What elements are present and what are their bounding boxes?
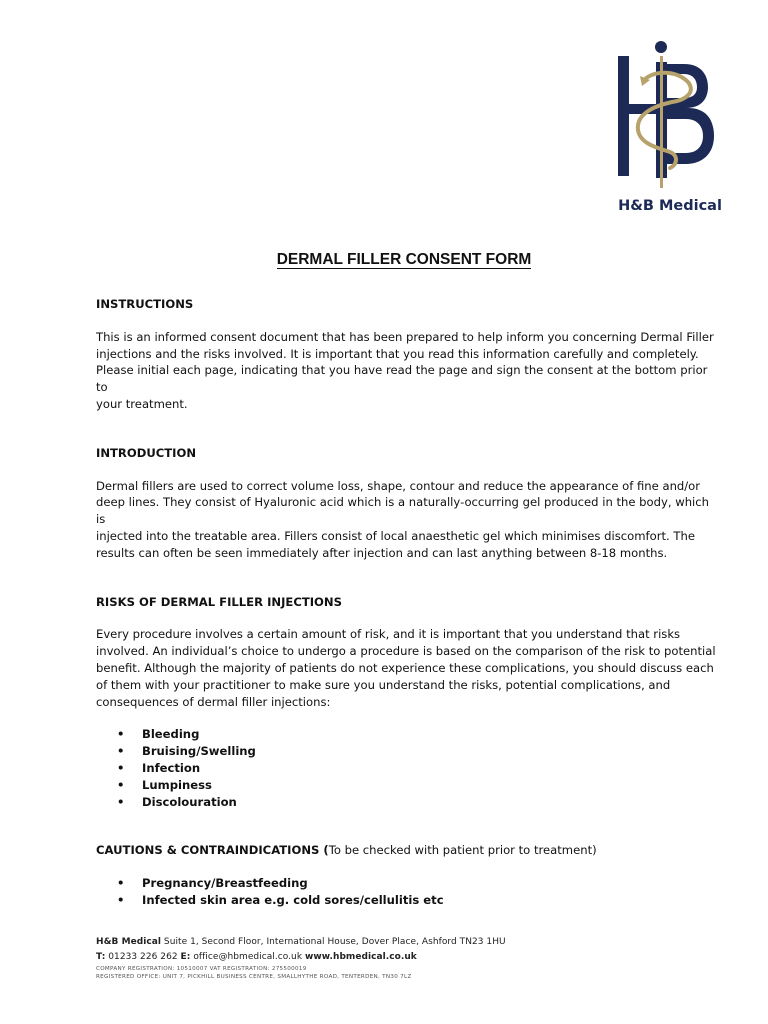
footer-contact-line xyxy=(96,950,716,965)
footer-registered-office: REGISTERED OFFICE: UNIT 7, PICKHILL BUSINESS CENTRE, SMALLHYTHE ROAD, TENTERDEN, TN30 7LZ xyxy=(96,974,412,980)
risks-line: Every procedure involves a certain amount of risk, and it is important that you understand that risks xyxy=(96,627,681,642)
footer-email-label: E: xyxy=(180,952,191,962)
cautions-list xyxy=(96,875,716,909)
logo-wordmark: H&B Medical xyxy=(618,198,722,214)
caution-item-pregnancy: • Pregnancy/Breastfeeding xyxy=(96,875,716,892)
footer-phone: 01233 226 262 xyxy=(105,952,181,962)
footer-phone-label: T: xyxy=(96,952,106,962)
cautions-heading: CAUTIONS & CONTRAINDICATIONS ( xyxy=(96,843,329,858)
hb-medical-logo xyxy=(614,40,722,220)
instructions-line: This is an informed consent document that has been prepared to help inform you concerning Dermal Filler xyxy=(96,329,714,344)
introduction-heading: INTRODUCTION xyxy=(96,445,197,460)
footer-address-line xyxy=(96,935,716,950)
spacer xyxy=(96,313,716,329)
instructions-heading: INSTRUCTIONS xyxy=(96,297,194,311)
spacer xyxy=(96,710,716,726)
risk-item-bruising: • Bruising/Swelling xyxy=(96,743,716,760)
spacer xyxy=(96,562,716,594)
instructions-line: injections and the risks involved. It is important that you read this information carefully and completely. xyxy=(96,346,699,361)
page-title-text: DERMAL FILLER CONSENT FORM xyxy=(276,251,532,268)
cautions-heading-line xyxy=(96,842,716,859)
footer-email-link[interactable]: office@hbmedical.co.uk xyxy=(190,952,305,962)
introduction-line: Dermal fillers are used to correct volume loss, shape, contour and reduce the appearance of fine and/or xyxy=(96,478,701,493)
risks-line: benefit. Although the majority of patients do not experience these complications, you should discuss each xyxy=(96,660,714,675)
footer-company: H&B Medical xyxy=(96,937,162,947)
introduction-line: deep lines. They consist of Hyaluronic acid which is a naturally-occurring gel produced in the body, which is xyxy=(96,495,710,527)
introduction-line: results can often be seen immediately after injection and can last anything between 8-18 months. xyxy=(96,545,668,560)
footer-address: Suite 1, Second Floor, International House, Dover Place, Ashford TN23 1HU xyxy=(161,937,506,947)
page-title xyxy=(0,251,768,269)
risk-item-bleeding: • Bleeding xyxy=(96,726,716,743)
spacer xyxy=(96,859,716,875)
page-footer xyxy=(96,935,716,981)
spacer xyxy=(96,413,716,445)
risks-line: of them with your practitioner to make sure you understand the risks, potential complications, and xyxy=(96,677,671,692)
cautions-note: To be checked with patient prior to treatment) xyxy=(328,843,597,858)
spacer xyxy=(96,462,716,478)
risks-list xyxy=(96,726,716,810)
introduction-line: injected into the treatable area. Fillers consist of local anaesthetic gel which minimises discomfort. The xyxy=(96,528,695,543)
document-body xyxy=(96,296,716,909)
hb-monogram-icon xyxy=(614,40,718,198)
risks-line: consequences of dermal filler injections: xyxy=(96,694,331,709)
footer-registration: COMPANY REGISTRATION: 10510007 VAT REGISTRATION: 275500019 xyxy=(96,966,307,972)
instructions-line: Please initial each page, indicating that you have read the page and sign the consent at the bottom prior to xyxy=(96,363,708,395)
risk-item-lumpiness: • Lumpiness xyxy=(96,777,716,794)
spacer xyxy=(96,610,716,626)
risk-item-discolouration: • Discolouration xyxy=(96,794,716,811)
footer-website-link[interactable]: www.hbmedical.co.uk xyxy=(305,952,417,962)
instructions-line: your treatment. xyxy=(96,396,188,411)
risks-line: involved. An individual’s choice to undergo a procedure is based on the comparison of the risk to potential xyxy=(96,644,716,659)
risks-heading: RISKS OF DERMAL FILLER INJECTIONS xyxy=(96,594,342,609)
risk-item-infection: • Infection xyxy=(96,760,716,777)
spacer xyxy=(96,810,716,842)
caution-item-infected-skin: • Infected skin area e.g. cold sores/cellulitis etc xyxy=(96,892,716,909)
